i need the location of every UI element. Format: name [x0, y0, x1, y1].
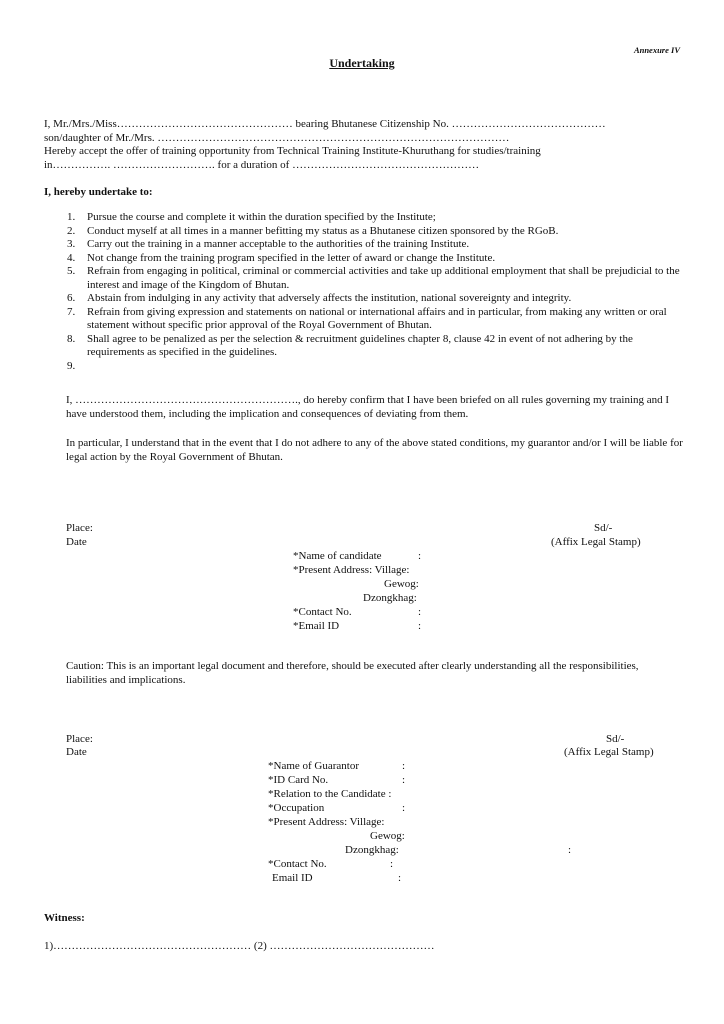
colon: : — [418, 620, 422, 632]
caution-paragraph: Caution: This is an important legal document and therefore, should be executed after clearly understanding all the responsibilities, liabilities and implications. — [66, 660, 639, 686]
list-item — [44, 292, 684, 306]
item-text: Abstain from indulging in any activity that adversely affects the institution, national sovereignty and integrity. — [87, 292, 572, 304]
colon: : — [418, 550, 422, 562]
colon: : — [402, 760, 406, 772]
candidate-name-label: *Name of candidate — [293, 550, 382, 562]
list-item — [44, 360, 684, 374]
intro-paragraph — [44, 118, 606, 172]
candidate-address-label: *Present Address: Village: — [293, 564, 410, 576]
document-title: Undertaking — [329, 56, 395, 70]
candidate-stamp-label: (Affix Legal Stamp) — [551, 536, 641, 548]
intro-line: son/daughter of Mr./Mrs. …………………………………………………………………………………… — [44, 131, 510, 144]
colon: : — [398, 872, 402, 884]
list-item — [44, 238, 684, 252]
colon: : — [402, 802, 406, 814]
item-text: Carry out the training in a manner acceptable to the authorities of the training Institute. — [87, 238, 470, 250]
intro-line: I, Mr./Mrs./Miss………………………………………… bearing Bhutanese Citizenship No. …………………………………… — [44, 118, 606, 130]
candidate-dzongkhag-label: Dzongkhag: — [363, 592, 417, 604]
item-text: Pursue the course and complete it within the duration specified by the Institute; — [87, 211, 436, 223]
list-item — [44, 265, 684, 292]
undertake-heading: I, hereby undertake to: — [44, 186, 153, 198]
item-number: 2. — [67, 224, 76, 237]
list-item — [44, 333, 684, 360]
colon: : — [418, 606, 422, 618]
item-number: 9. — [67, 359, 76, 372]
intro-line: in……………. ………………………. for a duration of …………………………………………… — [44, 158, 480, 171]
guarantor-gewog-label: Gewog: — [370, 830, 405, 842]
item-number: 7. — [67, 305, 76, 318]
guarantor-name-label: *Name of Guarantor — [268, 760, 360, 772]
guarantor-place-label: Place: — [66, 733, 93, 745]
colon: : — [568, 844, 572, 856]
guarantor-stamp-label: (Affix Legal Stamp) — [564, 746, 654, 758]
undertaking-list — [44, 211, 684, 373]
guarantor-occupation-label: *Occupation — [268, 802, 325, 814]
colon: : — [402, 774, 406, 786]
item-number: 4. — [67, 251, 76, 264]
candidate-gewog-label: Gewog: — [384, 578, 419, 590]
guarantor-address-label: *Present Address: Village: — [268, 816, 385, 828]
list-item — [44, 252, 684, 266]
witness-signature-lines: 1)……………………………………………… (2) ……………………………………… — [44, 940, 435, 952]
item-text: Shall agree to be penalized as per the selection & recruitment guidelines chapter 8, clause 42 in event of not adhering by the requirements as specified in the guidelines. — [87, 332, 633, 358]
list-item — [44, 211, 684, 225]
guarantor-date-label: Date — [66, 746, 87, 758]
guarantor-contact-label: *Contact No. — [268, 858, 327, 870]
guarantor-relation-label: *Relation to the Candidate : — [268, 788, 392, 800]
intro-line: Hereby accept the offer of training opportunity from Technical Training Institute-Khuruthang for studies/training — [44, 145, 541, 157]
confirm-paragraph: I, ……………………………………………………., do hereby confirm that I have been briefed on all rules governing my training and I have understood them, including the implication and consequences of deviating from them. — [66, 394, 670, 420]
candidate-sd-label: Sd/- — [594, 522, 613, 534]
guarantor-dzongkhag-label: Dzongkhag: — [345, 844, 399, 856]
item-text: Refrain from giving expression and statements on national or international affairs and in particular, from making any written or oral statement without specific prior approval of the Royal Government of Bhutan. — [87, 305, 667, 331]
item-number: 8. — [67, 332, 76, 345]
candidate-contact-label: *Contact No. — [293, 606, 352, 618]
candidate-place-label: Place: — [66, 522, 93, 534]
particular-paragraph: In particular, I understand that in the event that I do not adhere to any of the above stated conditions, my guarantor and/or I will be liable for legal action by the Royal Government of Bhutan. — [66, 437, 683, 463]
item-number: 6. — [67, 292, 76, 304]
guarantor-sd-label: Sd/- — [606, 733, 625, 745]
annexure-label: Annexure IV — [633, 45, 680, 55]
candidate-date-label: Date — [66, 536, 87, 548]
guarantor-id-label: *ID Card No. — [268, 774, 329, 786]
guarantor-email-label: Email ID — [272, 872, 313, 884]
colon: : — [390, 858, 394, 870]
list-item — [44, 225, 684, 239]
item-text: Refrain from engaging in political, criminal or commercial activities and take up additional employment that shall be prejudicial to the interest and image of the Kingdom of Bhutan. — [87, 265, 680, 291]
item-number: 1. — [67, 211, 76, 223]
candidate-email-label: *Email ID — [293, 620, 340, 632]
item-number: 3. — [67, 238, 76, 250]
list-item — [44, 306, 684, 333]
item-text: Not change from the training program specified in the letter of award or change the Institute. — [87, 251, 496, 264]
item-number: 5. — [67, 265, 76, 277]
item-text: Conduct myself at all times in a manner befitting my status as a Bhutanese citizen sponsored by the RGoB. — [87, 224, 559, 237]
witness-heading: Witness: — [44, 912, 85, 924]
